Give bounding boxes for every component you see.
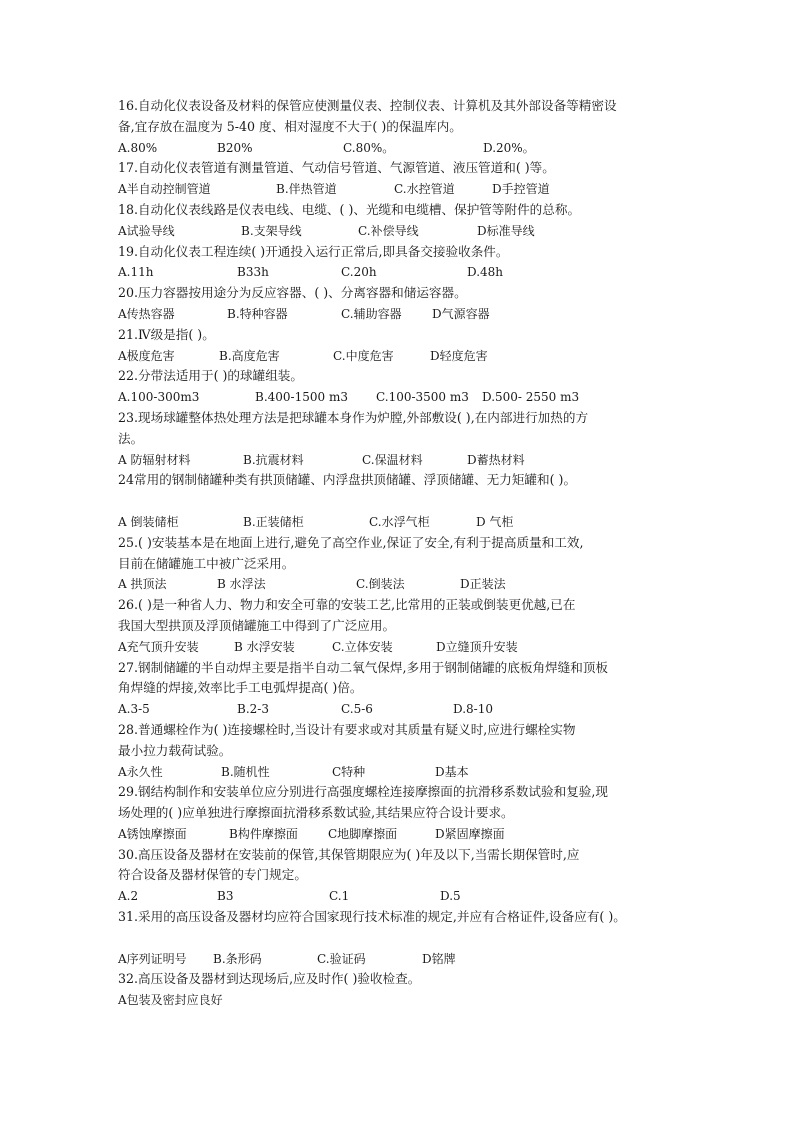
question-27-options: [118, 699, 718, 720]
option-a: A试验导线: [118, 223, 175, 238]
option-b: B.抗震材料: [243, 452, 304, 467]
option-b: B.正装储柜: [243, 514, 304, 529]
option-c: C.中度危害: [333, 348, 394, 363]
question-27-line-1: 27.钢制储罐的半自动焊主要是指半自动二氧气保焊,多用于钢制储罐的底板角焊缝和顶板: [118, 659, 609, 675]
question-31-options: [118, 949, 718, 970]
option-a: A 防辐射材料: [118, 452, 191, 467]
option-a: A永久性: [118, 764, 163, 779]
option-a: A充气顶升安装: [118, 639, 199, 654]
option-c: C.5-6: [341, 702, 373, 717]
question-32-line-1: 32.高压设备及器材到达现场后,应及时作( )验收检查。: [118, 971, 421, 987]
option-d: D.5: [440, 889, 461, 904]
option-d: D正装法: [460, 577, 506, 592]
question-18-line-1: 18.自动化仪表线路是仪表电线、电缆、( )、光缆和电缆槽、保护管等附件的总称。: [118, 201, 581, 217]
question-30-options: [118, 886, 718, 907]
option-c: C.辅助容器: [341, 306, 402, 321]
question-19-options: [118, 262, 718, 283]
option-c: C.验证码: [317, 951, 366, 966]
blank-line: [118, 928, 718, 949]
question-16-options: [118, 138, 718, 159]
question-30-line-2: 符合设备及器材保管的专门规定。: [118, 867, 307, 883]
question-28-options: [118, 762, 718, 783]
question-18-options: [118, 221, 718, 242]
option-d: D气源容器: [432, 306, 490, 321]
question-29-options: [118, 824, 718, 845]
option-d: D 气柜: [476, 514, 514, 529]
option-d: D铭牌: [422, 951, 456, 966]
option-b: B.2-3: [237, 702, 269, 717]
question-23-line-1: 23.现场球罐整体热处理方法是把球罐本身作为炉膛,外部敷设( ),在内部进行加热的方: [118, 409, 589, 425]
question-24-line-1: 24常用的钢制储罐种类有拱顶储罐、内浮盘拱顶储罐、浮顶储罐、无力矩罐和( )。: [118, 472, 577, 488]
option-b: B33h: [237, 265, 269, 280]
option-b: B20%: [217, 140, 253, 155]
option-d: D标准导线: [477, 223, 535, 238]
question-29-line-1: 29.钢结构制作和安装单位应分别进行高强度螺栓连接摩擦面的抗滑移系数试验和复验,现: [118, 784, 609, 800]
option-c: C.保温材料: [362, 452, 423, 467]
question-20-line-1: 20.压力容器按用途分为反应容器、( )、分离容器和储运容器。: [118, 285, 467, 301]
option-d: D基本: [435, 764, 469, 779]
exam-page: [118, 96, 718, 1011]
option-b: B3: [217, 889, 234, 904]
question-28-line-2: 最小拉力载荷试验。: [118, 742, 232, 758]
question-21-options: [118, 346, 718, 367]
question-17-line-1: 17.自动化仪表管道有测量管道、气动信号管道、气源管道、液压管道和( )等。: [118, 160, 555, 176]
option-c: C.补偿导线: [358, 223, 419, 238]
question-26-options: [118, 637, 718, 658]
option-a: A传热容器: [118, 306, 175, 321]
option-c: C特种: [332, 764, 366, 779]
option-a: A 拱顶法: [118, 577, 167, 592]
option-a: A极度危害: [118, 348, 175, 363]
option-a: A.80%: [118, 140, 158, 155]
option-d: D.20%。: [483, 140, 535, 155]
option-d: D.8-10: [453, 702, 493, 717]
option-a: A锈蚀摩擦面: [118, 826, 187, 841]
option-c: C.水浮气柜: [369, 514, 430, 529]
option-c: C.20h: [341, 265, 377, 280]
option-c: C.倒装法: [356, 577, 405, 592]
option-c: C.立体安装: [332, 639, 393, 654]
option-b: B.特种容器: [227, 306, 288, 321]
question-16-line-2: 备,宜存放在温度为 5-40 度、相对湿度不大于( )的保温库内。: [118, 118, 462, 134]
question-26-line-1: 26.( )是一种省人力、物力和安全可靠的安装工艺,比常用的正装或倒装更优越,已在: [118, 597, 576, 613]
option-a: A.100-300m3: [118, 390, 200, 405]
question-26-line-2: 我国大型拱顶及浮顶储罐施工中得到了广泛应用。: [118, 617, 396, 633]
question-23-line-2: 法。: [118, 430, 144, 446]
option-b: B.高度危害: [219, 348, 280, 363]
option-a: A.3-5: [118, 702, 150, 717]
question-19-line-1: 19.自动化仪表工程连续( )开通投入运行正常后,即具备交接验收条件。: [118, 243, 509, 259]
option-a: A半自动控制管道: [118, 182, 211, 197]
option-d: D立缝顶升安装: [436, 639, 518, 654]
question-21-line-1: 21.Ⅳ级是指( )。: [118, 326, 215, 342]
option-d: D紧固摩擦面: [435, 826, 505, 841]
question-16-line-1: 16.自动化仪表设备及材料的保管应使测量仪表、控制仪表、计算机及其外部设备等精密设: [118, 98, 617, 113]
option-c: C.100-3500 m3: [376, 390, 469, 405]
blank-line: [118, 491, 718, 512]
option-b: B.400-1500 m3: [255, 390, 348, 405]
question-25-options: [118, 574, 718, 595]
question-30-line-1: 30.高压设备及器材在安装前的保管,其保管期限应为( )年及以下,当需长期保管时,应: [118, 846, 580, 862]
option-b: B.随机性: [221, 764, 270, 779]
question-17-options: [118, 179, 718, 200]
option-d: D.500- 2550 m3: [482, 390, 580, 405]
option-d: D手控管道: [492, 182, 550, 197]
question-28-line-1: 28.普通螺栓作为( )连接螺栓时,当设计有要求或对其质量有疑义时,应进行螺栓实物: [118, 721, 576, 737]
option-d: D蓄热材料: [467, 452, 525, 467]
option-b: B.伴热管道: [276, 182, 337, 197]
option-b: B.支架导线: [241, 223, 302, 238]
option-a: A序列证明号: [118, 951, 187, 966]
option-c: C.1: [329, 889, 350, 904]
question-20-options: [118, 304, 718, 325]
option-a: A.2: [118, 889, 139, 904]
question-22-options: [118, 387, 718, 408]
option-a: A.11h: [118, 265, 154, 280]
option-b: B构件摩擦面: [229, 826, 298, 841]
option-b: B 水浮安装: [234, 639, 295, 654]
question-25-line-2: 目前在储罐施工中被广泛采用。: [118, 555, 295, 571]
option-c: C地脚摩擦面: [328, 826, 398, 841]
option-b: B 水浮法: [217, 577, 266, 592]
question-24-options: [118, 512, 718, 533]
option-c: C.80%。: [343, 140, 395, 155]
question-23-options: [118, 450, 718, 471]
question-29-line-2: 场处理的( )应单独进行摩擦面抗滑移系数试验,其结果应符合设计要求。: [118, 805, 514, 821]
question-31-line-1: 31.采用的高压设备及器材均应符合国家现行技术标准的规定,并应有合格证件,设备应有( )。: [118, 909, 626, 925]
option-d: D.48h: [467, 265, 504, 280]
option-b: B.条形码: [213, 951, 262, 966]
option-d: D轻度危害: [430, 348, 488, 363]
question-25-line-1: 25.( )安装基本是在地面上进行,避免了高空作业,保证了安全,有利于提高质量和工效,: [118, 534, 584, 550]
option-a: A包装及密封应良好: [118, 993, 223, 1008]
question-27-line-2: 角焊缝的焊接,效率比手工电弧焊提高( )倍。: [118, 680, 363, 696]
option-a: A 倒装储柜: [118, 514, 179, 529]
option-c: C.水控管道: [394, 182, 455, 197]
question-32-options: [118, 990, 718, 1011]
question-22-line-1: 22.分带法适用于( )的球罐组装。: [118, 368, 303, 384]
